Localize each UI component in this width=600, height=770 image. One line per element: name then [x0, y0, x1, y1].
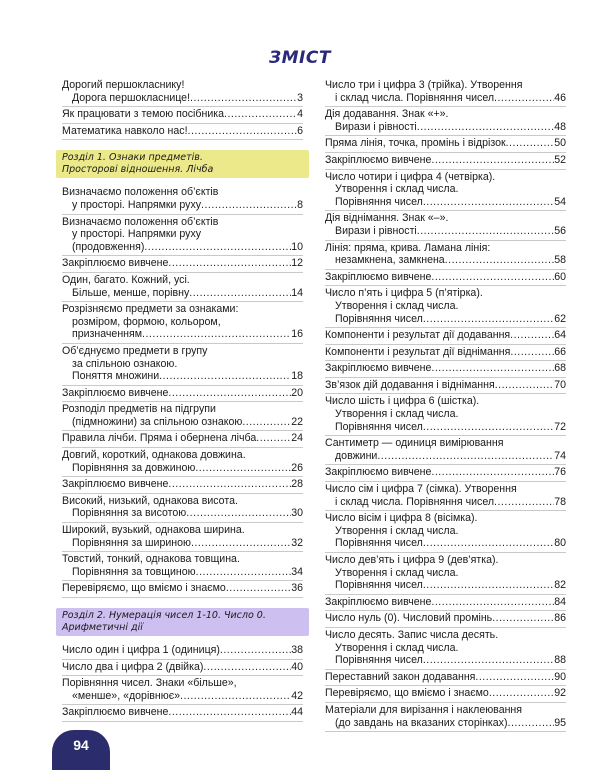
toc-entry-text: Зв’язок дій додавання і віднімання [325, 378, 495, 391]
toc-entry[interactable] [62, 431, 303, 448]
toc-page-number: 60 [554, 270, 566, 283]
toc-entry-text: Переставний закон додавання [325, 670, 476, 683]
toc-entry-text: Утворення і склад числа. [335, 408, 459, 421]
dot-leader [188, 125, 298, 138]
toc-entry-text: у просторі. Напрямки руху [72, 198, 202, 211]
toc-entry-text: Закріплюємо вивчене [325, 270, 432, 283]
toc-entry-text: Вирази і рівності [335, 224, 417, 237]
dot-leader [423, 196, 554, 209]
dot-leader [431, 596, 554, 609]
dot-leader [180, 690, 291, 703]
toc-entry-text: Число п’ять і цифра 5 (п’ятірка). [325, 287, 483, 300]
dot-leader [494, 92, 554, 105]
section-heading-line: Розділ 1. Ознаки предметів. [62, 152, 203, 164]
toc-entry[interactable] [62, 581, 303, 598]
toc-page-number: 80 [554, 537, 566, 550]
toc-entry[interactable] [62, 552, 303, 581]
toc-entry-text: Порівняння чисел [335, 579, 423, 592]
toc-entry[interactable] [62, 523, 303, 552]
toc-page-number: 72 [554, 420, 566, 433]
toc-page-number: 58 [554, 254, 566, 267]
toc-entry[interactable] [325, 211, 566, 240]
toc-page-number: 46 [554, 91, 566, 104]
toc-page-number: 88 [554, 654, 566, 667]
toc-entry[interactable] [325, 465, 566, 482]
toc-entry-text: Закріплюємо вивчене [62, 257, 169, 270]
toc-entry[interactable] [62, 344, 303, 386]
toc-page-number: 90 [554, 670, 566, 683]
dot-leader [190, 92, 297, 105]
dot-leader [431, 271, 554, 284]
dot-leader [431, 362, 554, 375]
toc-entry[interactable] [325, 345, 566, 362]
toc-entry[interactable] [62, 676, 303, 705]
dot-leader [423, 654, 554, 667]
toc-entry-text: Число два і цифра 2 (двійка) [62, 660, 204, 673]
toc-entry-text: Перевіряємо, що вміємо і знаємо [325, 687, 489, 700]
dot-leader [423, 537, 554, 550]
dot-leader [431, 466, 554, 479]
toc-page-number: 56 [554, 224, 566, 237]
toc-entry-text: Число десять. Запис числа десять. [325, 628, 499, 641]
dot-leader [196, 566, 292, 579]
toc-page-number: 26 [291, 461, 303, 474]
dot-leader [256, 432, 291, 445]
toc-entry-text: Компоненти і результат дії віднімання [325, 345, 511, 358]
toc-entry-text: довжини [335, 449, 378, 462]
toc-entry-text: Більше, менше, порівну [72, 286, 190, 299]
dot-leader [191, 537, 291, 550]
toc-entry-text: (підмножини) за спільною ознакою [72, 415, 243, 428]
dot-leader [510, 329, 554, 342]
toc-entry-text: Об’єднуємо предмети в групу [62, 344, 208, 357]
toc-entry-text: Число чотири і цифра 4 (четвірка). [325, 170, 496, 183]
toc-page-number: 28 [291, 478, 303, 491]
dot-leader [417, 121, 554, 134]
toc-entry-text: Компоненти і результат дії додавання [325, 329, 511, 342]
toc-entry-text: Закріплюємо вивчене [62, 386, 169, 399]
toc-right-column [325, 78, 566, 732]
toc-entry-text: Закріплюємо вивчене [325, 362, 432, 375]
toc-page-number: 68 [554, 362, 566, 375]
toc-entry[interactable] [62, 643, 303, 660]
toc-page-number: 52 [554, 153, 566, 166]
dot-leader [195, 462, 291, 475]
toc-entry[interactable] [325, 378, 566, 395]
dot-leader [168, 706, 291, 719]
toc-entry-text: Порівняння за довжиною [72, 461, 196, 474]
dot-leader [431, 154, 554, 167]
toc-entry[interactable] [325, 628, 566, 670]
toc-entry-text: Утворення і склад числа. [335, 524, 459, 537]
toc-entry-text: Математика навколо нас! [62, 124, 188, 137]
toc-page-number: 34 [291, 565, 303, 578]
dot-leader [489, 687, 554, 700]
dot-leader [226, 582, 291, 595]
dot-leader [423, 313, 554, 326]
toc-entry-text: Закріплюємо вивчене [62, 478, 169, 491]
toc-entry-text: Дорогий першокласнику! [62, 79, 185, 91]
toc-entry[interactable] [325, 482, 566, 511]
dot-leader [423, 579, 554, 592]
toc-entry-text: і склад числа. Порівняння чисел [335, 91, 495, 104]
dot-leader [168, 257, 291, 270]
toc-entry[interactable] [325, 136, 566, 153]
toc-entry[interactable] [62, 448, 303, 477]
toc-entry-text: Дія віднімання. Знак «–». [325, 212, 449, 225]
toc-entry-text: призначенням [72, 328, 143, 341]
toc-page-number: 40 [291, 660, 303, 673]
toc-entry-text: Правила лічби. Пряма і обернена лічба [62, 432, 257, 445]
toc-entry[interactable] [325, 703, 566, 732]
dot-leader [242, 416, 291, 429]
toc-entry[interactable] [325, 553, 566, 595]
toc-entry-text: Матеріали для вирізання і наклеювання [325, 703, 523, 716]
toc-entry[interactable] [325, 670, 566, 687]
section-heading-line: Арифметичні дії [62, 622, 143, 633]
section-heading-line: Просторові відношення. Лічба [62, 164, 214, 176]
toc-entry-text: Порівняння чисел [335, 537, 423, 550]
toc-entry-text: Закріплюємо вивчене [62, 706, 169, 719]
toc-entry-text: Розподіл предметів на підгрупи [62, 403, 216, 416]
toc-entry-text: у просторі. Напрямки руху [72, 228, 202, 241]
toc-entry-text: незамкнена, замкнена [335, 254, 445, 267]
toc-entry[interactable] [325, 394, 566, 436]
toc-page-number: 30 [291, 507, 303, 520]
toc-page-number: 92 [554, 687, 566, 700]
toc-entry[interactable] [325, 170, 566, 212]
toc-entry[interactable] [62, 185, 303, 214]
dot-leader [377, 450, 554, 463]
toc-entry[interactable] [325, 436, 566, 465]
toc-entry-text: Утворення і склад числа. [335, 299, 459, 312]
toc-page-number: 70 [554, 378, 566, 391]
toc-entry-text: Утворення і склад числа. [335, 183, 459, 196]
dot-leader [142, 328, 291, 341]
toc-entry-text: Закріплюємо вивчене [325, 595, 432, 608]
toc-page-number: 95 [554, 716, 566, 729]
toc-page-number: 18 [291, 370, 303, 383]
page-title: ЗМІСТ [269, 48, 331, 68]
toc-page-number: 74 [554, 449, 566, 462]
toc-entry-text: Порівняння чисел [335, 654, 423, 667]
toc-entry-text: Порівняння за висотою [72, 507, 187, 520]
toc-entry-text: за спільною ознакою. [72, 357, 178, 370]
toc-entry-text: Лінія: пряма, крива. Ламана лінія: [325, 241, 491, 254]
toc-page-number: 14 [291, 286, 303, 299]
toc-entry-text: (продовження) [72, 240, 145, 253]
section-heading [56, 150, 309, 178]
toc-page-number: 6 [297, 124, 303, 137]
toc-entry[interactable] [325, 270, 566, 287]
toc-page-number: 32 [291, 536, 303, 549]
dot-leader [475, 671, 554, 684]
toc-entry-text: Закріплюємо вивчене [325, 466, 432, 479]
toc-entry-text: Високий, низький, однакова висота. [62, 494, 238, 507]
toc-entry[interactable] [325, 361, 566, 378]
toc-entry-text: Розрізняємо предмети за ознаками: [62, 303, 239, 316]
dot-leader [506, 137, 555, 150]
toc-entry[interactable] [62, 705, 303, 722]
page-number: 94 [52, 730, 110, 770]
toc-page-number: 16 [291, 328, 303, 341]
dot-leader [220, 644, 291, 657]
toc-entry-text: Дія додавання. Знак «+». [325, 108, 449, 121]
toc-entry-text: Порівняння за товщиною [72, 565, 196, 578]
dot-leader [495, 379, 555, 392]
toc-entry[interactable] [62, 215, 303, 257]
dot-leader [144, 241, 291, 254]
toc-entry[interactable] [62, 302, 303, 344]
toc-entry-text: Сантиметр — одиниця вимірювання [325, 437, 504, 450]
toc-entry-text: (до завдань на вказаних сторінках) [335, 716, 508, 729]
toc-entry[interactable] [62, 660, 303, 677]
toc-page-number: 8 [297, 198, 303, 211]
toc-entry-text: Дорога першокласнице! [72, 91, 191, 104]
toc-entry-text: і склад числа. Порівняння чисел [335, 495, 495, 508]
toc-page-number: 36 [291, 582, 303, 595]
toc-page-number: 12 [291, 257, 303, 270]
toc-page-number: 64 [554, 329, 566, 342]
toc-page-number: 50 [554, 137, 566, 150]
toc-page-number: 76 [554, 466, 566, 479]
toc-page-number: 38 [291, 644, 303, 656]
toc-entry-text: Число нуль (0). Числовий промінь [325, 612, 493, 625]
toc-entry-text: Порівняння чисел [335, 420, 423, 433]
toc-entry-text: Число три і цифра 3 (трійка). Утворення [325, 79, 523, 91]
toc-entry[interactable] [62, 107, 303, 124]
toc-entry-text: Число вісім і цифра 8 (вісімка). [325, 512, 478, 525]
toc-entry[interactable] [62, 477, 303, 494]
dot-leader [203, 661, 291, 674]
toc-page-number: 86 [554, 612, 566, 625]
toc-entry-text: Число один і цифра 1 (одиниця) [62, 644, 220, 656]
toc-entry-text: Визначаємо положення об’єктів [62, 186, 219, 199]
toc-entry[interactable] [62, 494, 303, 523]
dot-leader [510, 346, 554, 359]
toc-entry[interactable] [325, 611, 566, 628]
toc-entry[interactable] [62, 273, 303, 302]
dot-leader [186, 507, 291, 520]
toc-entry-text: Утворення і склад числа. [335, 641, 459, 654]
toc-page-number: 84 [554, 595, 566, 608]
toc-entry-text: Число сім і цифра 7 (сімка). Утворення [325, 483, 517, 496]
toc-entry[interactable] [325, 286, 566, 328]
toc-entry[interactable] [325, 107, 566, 136]
toc-entry-text: Поняття множини [72, 370, 160, 383]
toc-page-number: 44 [291, 706, 303, 719]
dot-leader [168, 387, 291, 400]
toc-page-number: 3 [297, 91, 303, 104]
toc-page-number: 20 [291, 386, 303, 399]
toc-entry[interactable] [325, 153, 566, 170]
toc-entry-text: Утворення і склад числа. [335, 566, 459, 579]
toc-page-number: 54 [554, 195, 566, 208]
toc-entry[interactable] [325, 595, 566, 612]
toc-page-number: 62 [554, 312, 566, 325]
dot-leader [494, 496, 554, 509]
toc-left-column [62, 78, 303, 722]
section-heading [56, 608, 309, 636]
toc-entry-text: Число дев’ять і цифра 9 (дев’ятка). [325, 554, 499, 566]
dot-leader [159, 370, 291, 383]
toc-entry-text: Число шість і цифра 6 (шістка). [325, 395, 480, 408]
dot-leader [423, 421, 554, 434]
toc-entry-text: Порівняння чисел. Знаки «більше», [62, 677, 237, 690]
toc-page-number: 24 [291, 432, 303, 445]
toc-page-number: 78 [554, 495, 566, 508]
toc-page-number: 42 [291, 689, 303, 702]
toc-page-number: 48 [554, 120, 566, 133]
toc-entry-text: Широкий, вузький, однакова ширина. [62, 524, 245, 537]
toc-entry[interactable] [62, 78, 303, 107]
toc-entry[interactable] [325, 241, 566, 270]
dot-leader [189, 287, 291, 300]
toc-entry[interactable] [62, 386, 303, 403]
dot-leader [201, 199, 297, 212]
toc-entry-text: розміром, формою, кольором, [72, 315, 221, 328]
toc-page-number: 82 [554, 579, 566, 592]
toc-entry[interactable] [62, 256, 303, 273]
dot-leader [224, 108, 297, 121]
toc-page-number: 4 [297, 108, 303, 121]
toc-entry-text: Закріплюємо вивчене [325, 153, 432, 166]
toc-page-number: 22 [291, 415, 303, 428]
toc-entry[interactable] [325, 78, 566, 107]
toc-entry-text: Довгий, короткий, однакова довжина. [62, 449, 246, 462]
toc-entry-text: Перевіряємо, що вміємо і знаємо [62, 582, 226, 595]
toc-entry-text: Порівняння чисел [335, 312, 423, 325]
toc-entry[interactable] [325, 328, 566, 345]
toc-entry-text: Порівняння чисел [335, 195, 423, 208]
toc-page-number: 10 [291, 240, 303, 253]
dot-leader [492, 612, 554, 625]
toc-entry[interactable] [325, 511, 566, 553]
toc-entry[interactable] [62, 124, 303, 141]
toc-entry-text: Пряма лінія, точка, промінь і відрізок [325, 137, 506, 150]
toc-entry[interactable] [325, 686, 566, 703]
toc-entry[interactable] [62, 402, 303, 431]
section-heading-line: Розділ 2. Нумерація чисел 1-10. Число 0. [62, 610, 266, 621]
dot-leader [168, 478, 291, 491]
toc-entry-text: Товстий, тонкий, однакова товщина. [62, 553, 240, 566]
toc-entry-text: Вирази і рівності [335, 120, 417, 133]
dot-leader [508, 717, 555, 730]
toc-page-number: 66 [554, 345, 566, 358]
dot-leader [417, 225, 554, 238]
toc-entry-text: Визначаємо положення об’єктів [62, 215, 219, 228]
toc-entry-text: Один, багато. Кожний, усі. [62, 273, 190, 286]
toc-entry-text: «менше», «дорівнює» [72, 689, 181, 702]
dot-leader [445, 254, 555, 267]
toc-entry-text: Порівняння за шириною [72, 536, 191, 549]
toc-entry-text: Як працювати з темою посібника [62, 108, 225, 121]
